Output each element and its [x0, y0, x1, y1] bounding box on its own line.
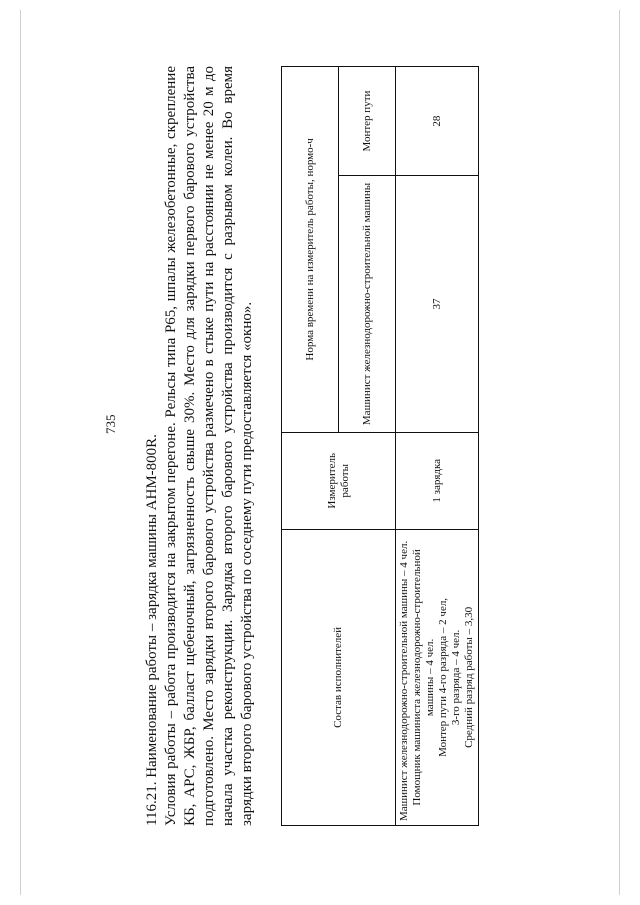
cell-unit: 1 зарядка	[396, 432, 479, 529]
time-norms-table	[281, 66, 479, 826]
table-row	[396, 67, 479, 826]
page-edge-left	[20, 10, 21, 895]
header-unit: Измеритель работы	[282, 432, 396, 529]
page-edge-right	[619, 10, 620, 895]
staff-line: машины – 4 чел.	[424, 638, 436, 717]
section-heading: 116.21. Наименование работы – зарядка машины АНМ-800R.	[144, 434, 160, 826]
header-norm: Норма времени на измеритель работы, нормо-ч	[282, 67, 339, 433]
page-number: 735	[103, 414, 118, 434]
header-track-fitter: Монтер пути	[339, 67, 396, 176]
staff-line: Монтер пути 4-го разряда – 2 чел,	[437, 597, 449, 757]
staff-line: Машинист железнодорожно-строительной машины – 4 чел.	[398, 540, 410, 821]
header-staff: Состав исполнителей	[282, 529, 396, 825]
document-page-content	[103, 66, 475, 826]
staff-line: Средний разряд работы – 3,30	[463, 606, 475, 748]
work-conditions-paragraph: Условия работы – работа производится на закрытом перегоне. Рельсы типа Р65, шпалы железобетонные, скрепление КБ, АРС, ЖБР, балласт щебеночный, загрязненность свыше 30%. Место для зарядки первого барового устройства подготовлено. Место зарядки второго барового устройства размечено в стыке пути на расстоянии не менее 20 м до начала участка реконструкции. Зарядка второго барового устройства производится с разрывом колеи. Во время зарядки второго барового устройства по соседнему пути предоставляется «окно».	[163, 66, 255, 826]
header-machinist: Машинист железнодорожно-строительной машины	[339, 176, 396, 433]
staff-line: 3-го разряда – 4 чел.	[450, 629, 462, 726]
cell-machinist-value: 37	[396, 176, 479, 433]
cell-staff	[396, 529, 479, 825]
table-header-row	[282, 67, 339, 826]
staff-line: Помощник машиниста железнодорожно-строительной	[411, 549, 423, 806]
cell-track-fitter-value: 28	[396, 67, 479, 176]
